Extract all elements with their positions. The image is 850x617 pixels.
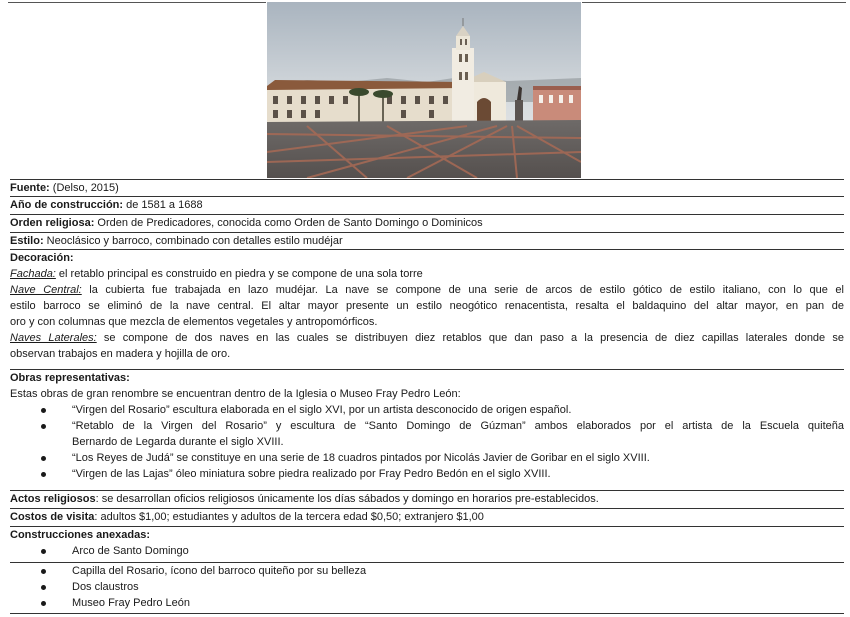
fachada-label: Fachada: [10,268,56,280]
bullet-icon [41,601,46,606]
costos-value: : adultos $1,00; estudiantes y adultos de la tercera edad $0,50; extranjero $1,00 [94,511,484,523]
top-rule-right [582,2,846,3]
construccion-3-text: Dos claustros [72,581,139,593]
obra-2-text: “Retablo de la Virgen del Rosario” y escultura de “Santo Domingo de Gúzman” ambos elaborados por el artista de la Escuela quiteña [72,420,844,432]
obras-section [10,369,844,482]
construcciones-label: Construcciones anexadas: [10,529,150,541]
costos-row [10,508,844,525]
list-item [10,418,844,434]
bullet-icon [41,549,46,554]
obras-list [10,402,844,482]
bullet-icon [41,456,46,461]
decoracion-section [10,249,844,362]
fuente-row [10,179,844,196]
list-item-continuation [10,434,844,450]
anio-row [10,196,844,213]
church-photo-image [267,2,581,178]
bullet-icon [41,585,46,590]
decoracion-label: Decoración: [10,252,74,264]
obras-intro: Estas obras de gran renombre se encuentran dentro de la Iglesia o Museo Fray Pedro León: [10,388,461,400]
estilo-label: Estilo: [10,235,44,247]
naves-laterales-text-2: observan trabajos en madera y hojilla de oro. [10,348,231,360]
bullet-icon [41,424,46,429]
actos-label: Actos religiosos [10,493,96,505]
nave-central-text-3: oro y con columnas que mezcla de elementos vegetales y antropomórficos. [10,316,378,328]
obra-1-text: “Virgen del Rosario” escultura elaborada en el siglo XVI, por un artista desconocido de origen español. [72,404,572,416]
naves-laterales-text-1: se compone de dos naves en las cuales se distribuyen diez retablos que dan paso a la presencia de diez capillas laterales donde se [96,332,844,344]
costos-label: Costos de visita [10,511,95,523]
construcciones-continued [10,562,844,611]
church-photo [267,2,581,178]
bullet-icon [41,472,46,477]
top-rule-left [8,2,266,3]
estilo-row [10,232,844,249]
actos-value: : se desarrollan oficios religiosos únicamente los días sábados y domingo en horarios pre-establecidos. [95,493,599,505]
nave-central-text-1: la cubierta fue trabajada en lazo mudéjar. La nave se compone de una serie de arcos de estilo gótico de estilo italiano, con lo que el [81,284,844,296]
orden-row [10,214,844,231]
bullet-icon [41,408,46,413]
construcciones-list-cont [10,563,844,611]
table-bottom-rule [10,613,844,614]
nave-central-text-2: estilo barroco se eliminó de la nave central. El altar mayor presente un estilo neogótico renacentista, resalta el baldaquino del altar mayor, en pan de [10,300,844,312]
obra-2-text-cont: Bernardo de Legarda durante el siglo XVIII. [72,436,284,448]
anio-label: Año de construcción: [10,199,124,211]
list-item [10,543,844,559]
fuente-value: (Delso, 2015) [49,182,119,194]
obra-3-text: “Los Reyes de Judá” se constituye en una serie de 18 cuadros pintados por Nicolás Javier de Goribar en el siglo XVIII. [72,452,650,464]
construccion-4-text: Museo Fray Pedro León [72,597,191,609]
estilo-value: Neoclásico y barroco, combinado con detalles estilo mudéjar [43,235,343,247]
fachada-text: el retablo principal es construido en piedra y se compone de una sola torre [55,268,423,280]
list-item [10,450,844,466]
list-item [10,595,844,611]
orden-label: Orden religiosa: [10,217,95,229]
construcciones-section [10,526,844,559]
naves-laterales-label: Naves Laterales: [10,332,97,344]
construccion-2-text: Capilla del Rosario, ícono del barroco quiteño por su belleza [72,565,367,577]
anio-value: de 1581 a 1688 [123,199,203,211]
nave-central-label: Nave Central: [10,284,82,296]
bullet-icon [41,569,46,574]
fuente-label: Fuente: [10,182,50,194]
list-item [10,402,844,418]
list-item [10,579,844,595]
obras-label: Obras representativas: [10,372,130,384]
orden-value: Orden de Predicadores, conocida como Orden de Santo Domingo o Dominicos [94,217,483,229]
actos-row [10,490,844,507]
list-item [10,466,844,482]
construccion-1-text: Arco de Santo Domingo [72,545,189,557]
obra-4-text: “Virgen de las Lajas” óleo miniatura sobre piedra realizado por Fray Pedro Bedón en el siglo XVIII. [72,468,551,480]
list-item [10,563,844,579]
construcciones-list [10,543,844,559]
